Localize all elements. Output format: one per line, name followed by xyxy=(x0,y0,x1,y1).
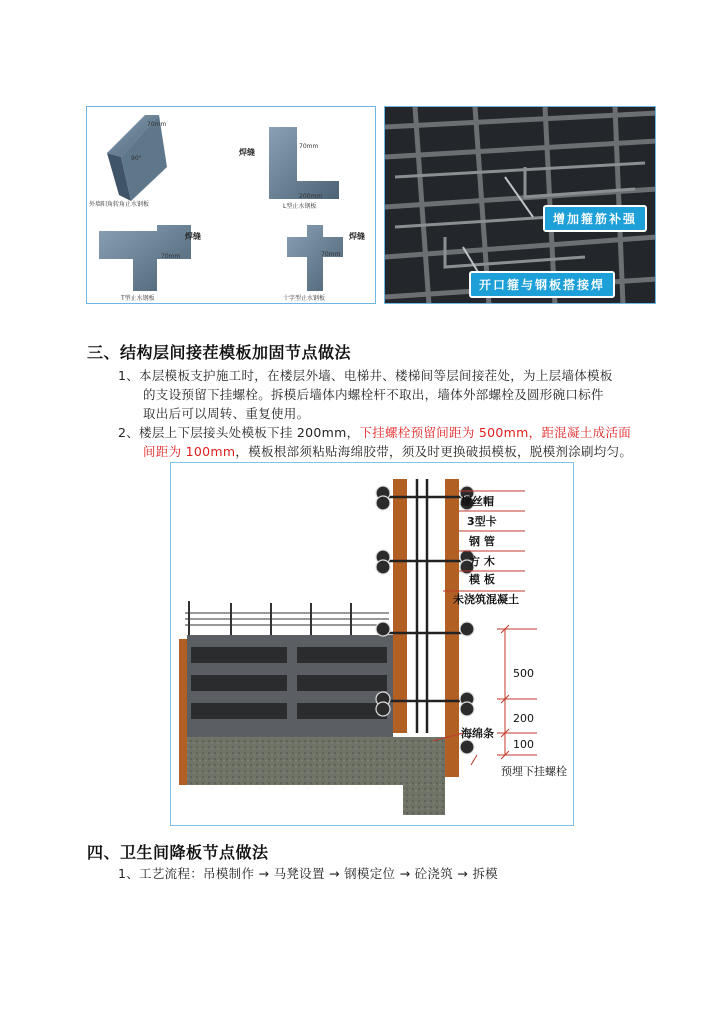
label-open-stirrup-weld: 开口箍与钢板搭接焊 xyxy=(469,271,615,298)
section3-p2-line2 xyxy=(143,442,632,461)
section3-p1-line1: 1、本层模板支护施工时，在楼层外墙、电梯井、楼梯间等层间接茬处，为上层墙体模板 xyxy=(118,368,613,383)
dim-l-2: 200mm xyxy=(299,193,323,200)
section3-p2-line2-a: 间距为 100mm xyxy=(143,444,236,459)
caption-corner-plate: 外墙阳角转角止水钢板 xyxy=(89,201,150,208)
legend-nut: 螺丝帽 xyxy=(461,495,494,508)
dim-cross: 70mm xyxy=(321,251,341,258)
weld-tag-1: 焊缝 xyxy=(239,148,255,157)
dim-100: 100 xyxy=(513,738,534,751)
legend-timber: 方 木 xyxy=(469,555,495,568)
formwork-node-figure xyxy=(170,462,574,826)
dim-corner-angle: 90° xyxy=(131,155,142,162)
legend-unpoured-concrete: 未浇筑混凝土 xyxy=(453,593,519,606)
section3-p2-line2-b: ，模板根部须粘贴海绵胶带，须及时更换破损模板，脱模剂涂刷均匀。 xyxy=(235,444,633,459)
weld-tag-3: 焊缝 xyxy=(349,232,365,241)
dim-l-1: 70mm xyxy=(299,143,319,150)
embedded-bolt-label: 预埋下挂螺栓 xyxy=(501,765,567,778)
legend-clamp: 3型卡 xyxy=(467,515,497,528)
dim-corner-1: 70mm xyxy=(147,121,167,128)
section3-p1-line3: 取出后可以周转、重复使用。 xyxy=(143,406,310,421)
section3-p1-line2: 的支设预留下挂螺栓。拆模后墙体内螺栓杆不取出，墙体外部螺栓及圆形碗口标件 xyxy=(143,387,604,402)
caption-cross-plate: 十字型止水钢板 xyxy=(283,295,326,302)
section3-p2-line1-a: 2、楼层上下层接头处模板下挂 200mm， xyxy=(118,425,360,440)
dim-200: 200 xyxy=(513,712,534,725)
rebar-photo xyxy=(384,106,656,304)
caption-t-plate: T型止水钢板 xyxy=(121,295,155,302)
dim-t: 70mm xyxy=(161,253,181,260)
section3-p2-line1-b: 下挂螺栓预留间距为 500mm，距混凝土成活面 xyxy=(359,425,632,440)
section3-heading: 三、结构层间接茬模板加固节点做法 xyxy=(87,343,352,362)
caption-l-plate: L型止水钢板 xyxy=(283,203,317,210)
label-add-stirrup: 增加箍筋补强 xyxy=(543,205,647,232)
weld-tag-2: 焊缝 xyxy=(185,232,201,241)
dim-500: 500 xyxy=(513,667,534,680)
steel-plate-figure xyxy=(86,106,376,304)
section4-heading: 四、卫生间降板节点做法 xyxy=(87,843,269,862)
legend-formwork: 模 板 xyxy=(469,573,495,586)
section3-p2-line1 xyxy=(118,423,631,442)
sponge-strip-label: 海绵条 xyxy=(461,727,494,740)
legend-pipe: 钢 管 xyxy=(469,535,495,548)
section4-p1: 1、工艺流程：吊模制作 → 马凳设置 → 钢模定位 → 砼浇筑 → 拆模 xyxy=(118,866,498,881)
